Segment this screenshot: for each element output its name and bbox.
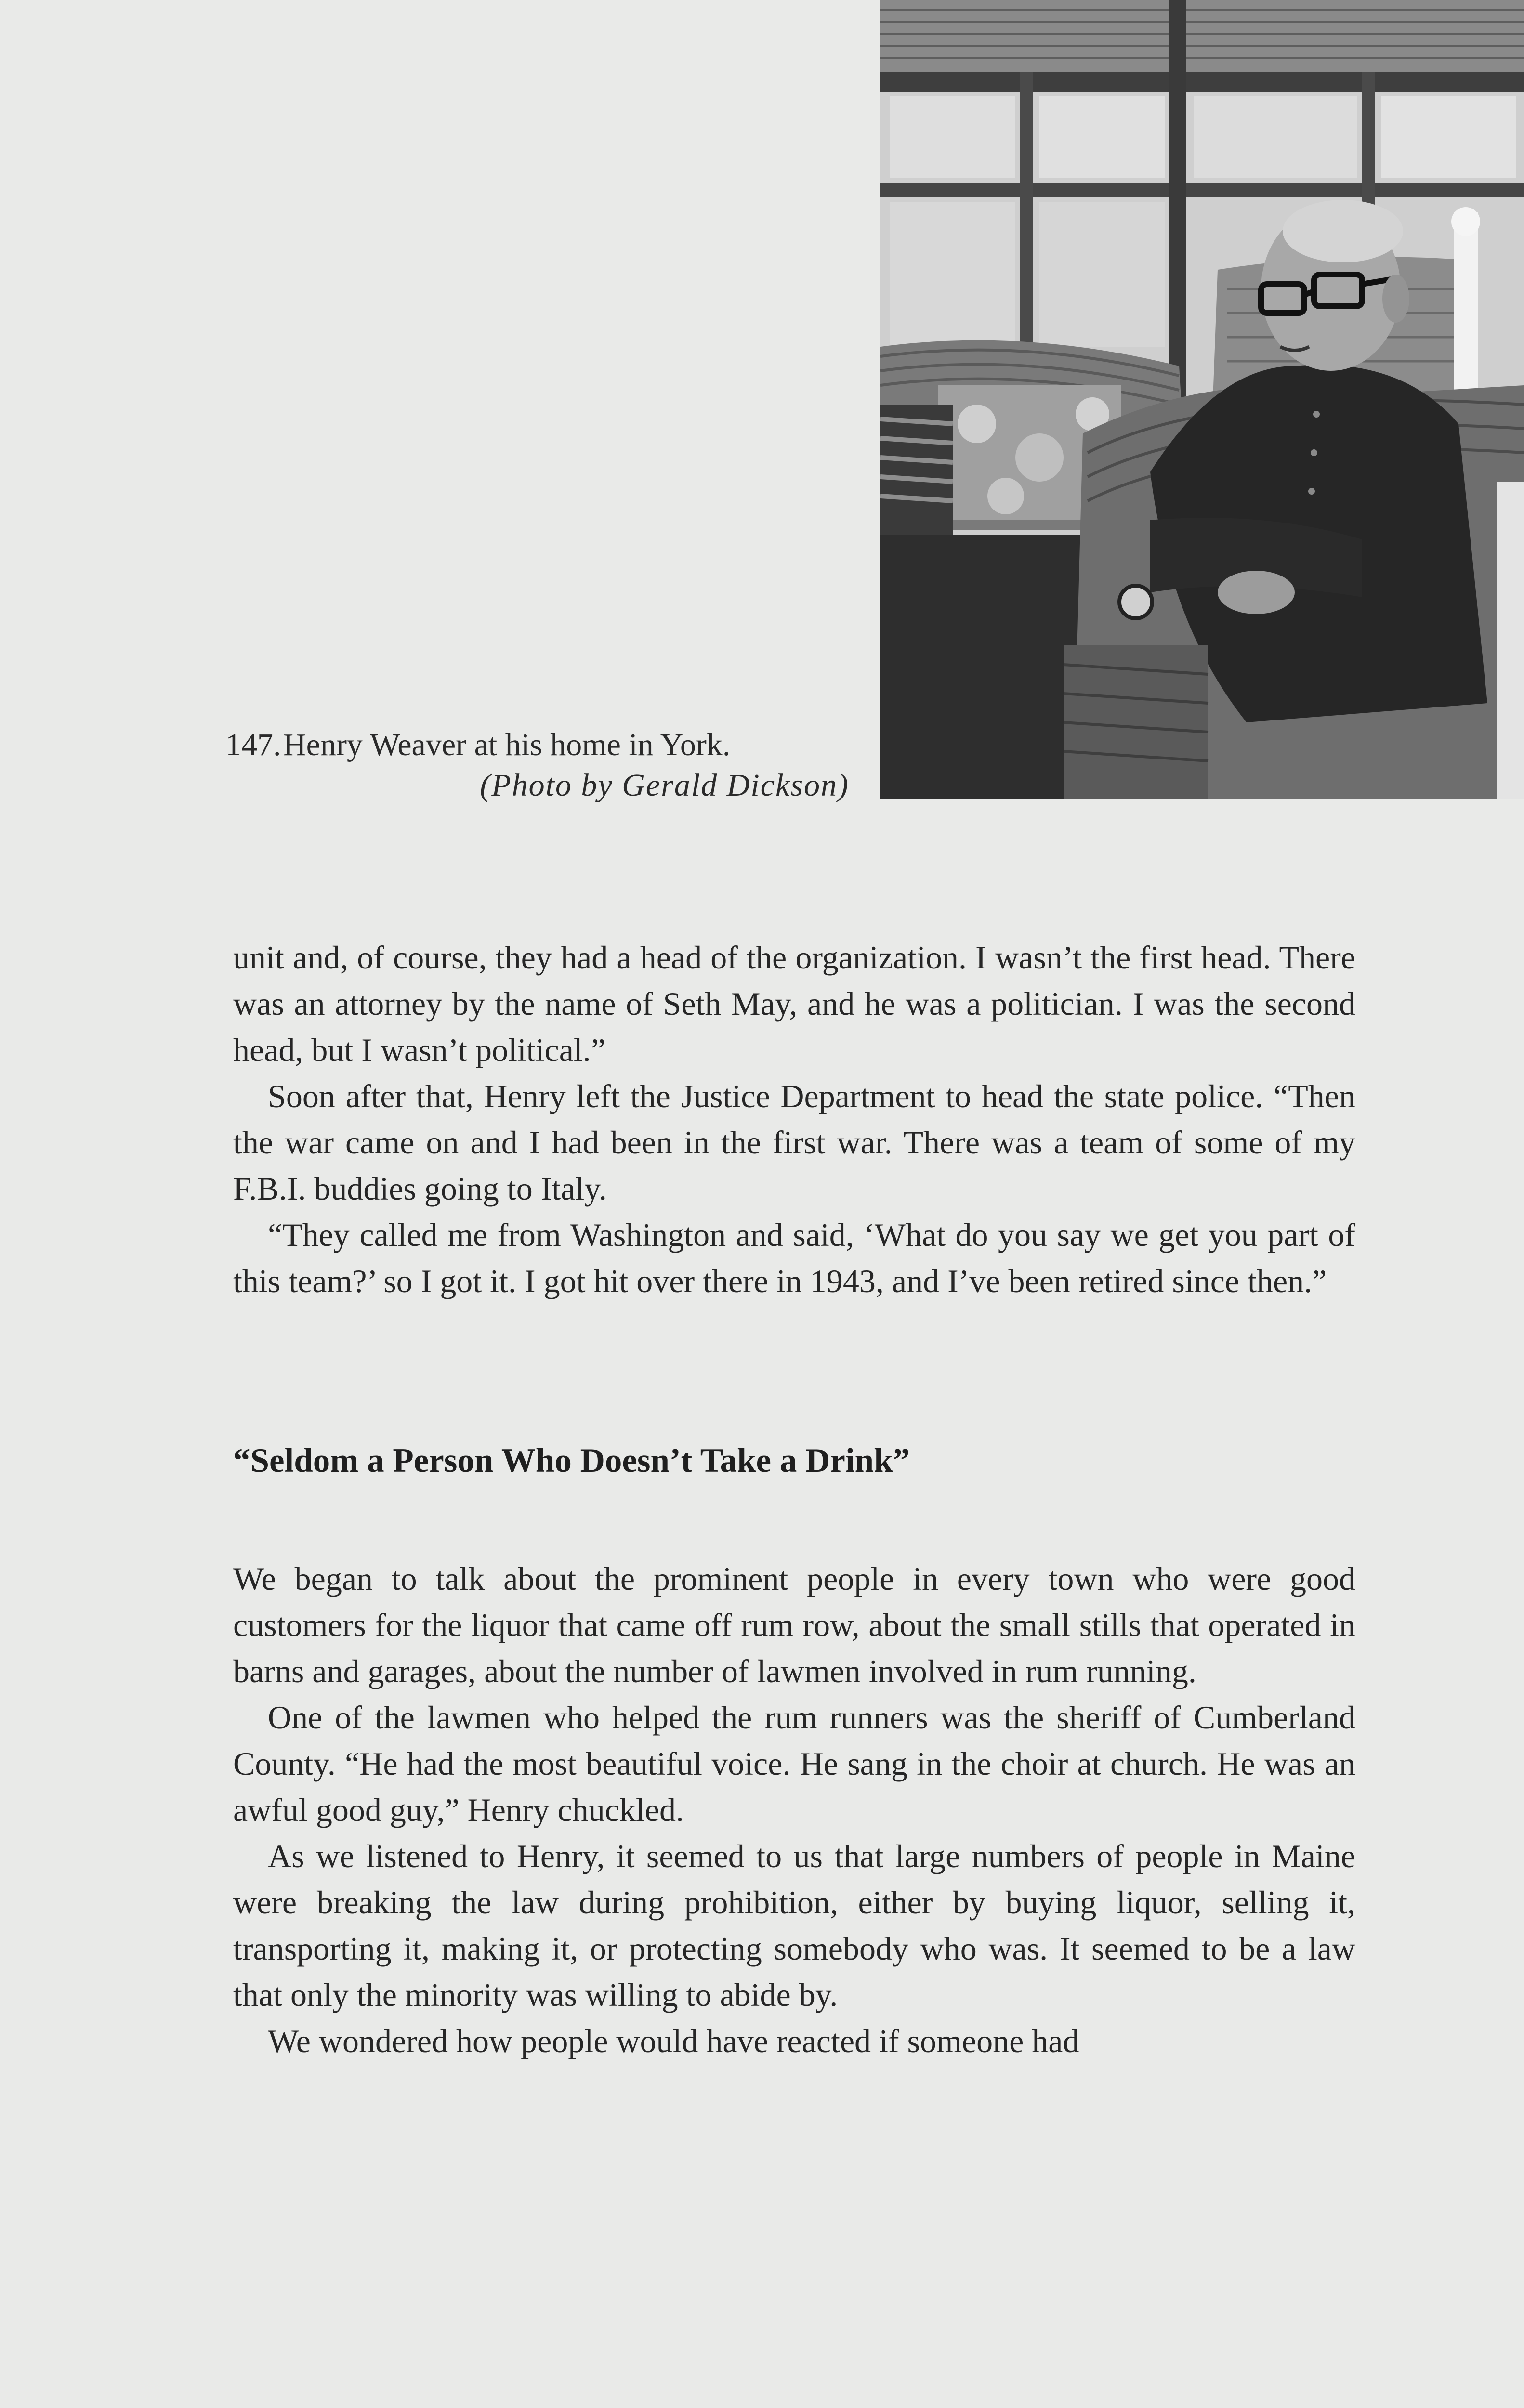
paragraph: unit and, of course, they had a head of the organization. I wasn’t the first head. There was an attorney by the name of Seth May, and he was a politician. I was the second head, but I wasn’t political.” — [233, 939, 1355, 1068]
caption-text: Henry Weaver at his home in York. — [283, 727, 731, 762]
paragraph: “They called me from Washington and said, ‘What do you say we get you part of this team?’ so I got it. I got hit over there in 1943, and I’ve been retired since then.” — [233, 1217, 1355, 1299]
paragraph: We wondered how people would have reacted if someone had — [268, 2023, 1079, 2059]
body-text-upper — [233, 934, 1355, 1304]
body-text-lower — [233, 1556, 1355, 2064]
photograph — [880, 0, 1524, 799]
section-heading: “Seldom a Person Who Doesn’t Take a Drink” — [233, 1442, 910, 1479]
paragraph: Soon after that, Henry left the Justice Department to head the state police. “Then the war came on and I had been in the first war. There was a team of some of my F.B.I. buddies going to Italy. — [233, 1078, 1355, 1207]
caption-line — [225, 725, 852, 765]
photograph-icon — [880, 0, 1524, 799]
photo-credit: (Photo by Gerald Dickson) — [480, 768, 849, 803]
paragraph: We began to talk about the prominent people in every town who were good customers for the liquor that came off rum row, about the small stills that operated in barns and garages, about the number of lawmen involved in rum running. — [233, 1560, 1355, 1689]
paragraph: One of the lawmen who helped the rum runners was the sheriff of Cumberland County. “He had the most beautiful voice. He sang in the choir at church. He was an awful good guy,” Henry chuckled. — [233, 1699, 1355, 1828]
photo-caption — [225, 725, 852, 806]
figure-number: 147. — [225, 727, 281, 762]
paragraph: As we listened to Henry, it seemed to us that large numbers of people in Maine were breaking the law during prohibition, either by buying liquor, selling it, transporting it, making it, or protecting somebody who was. It seemed to be a law that only the minority was willing to abide by. — [233, 1838, 1355, 2013]
